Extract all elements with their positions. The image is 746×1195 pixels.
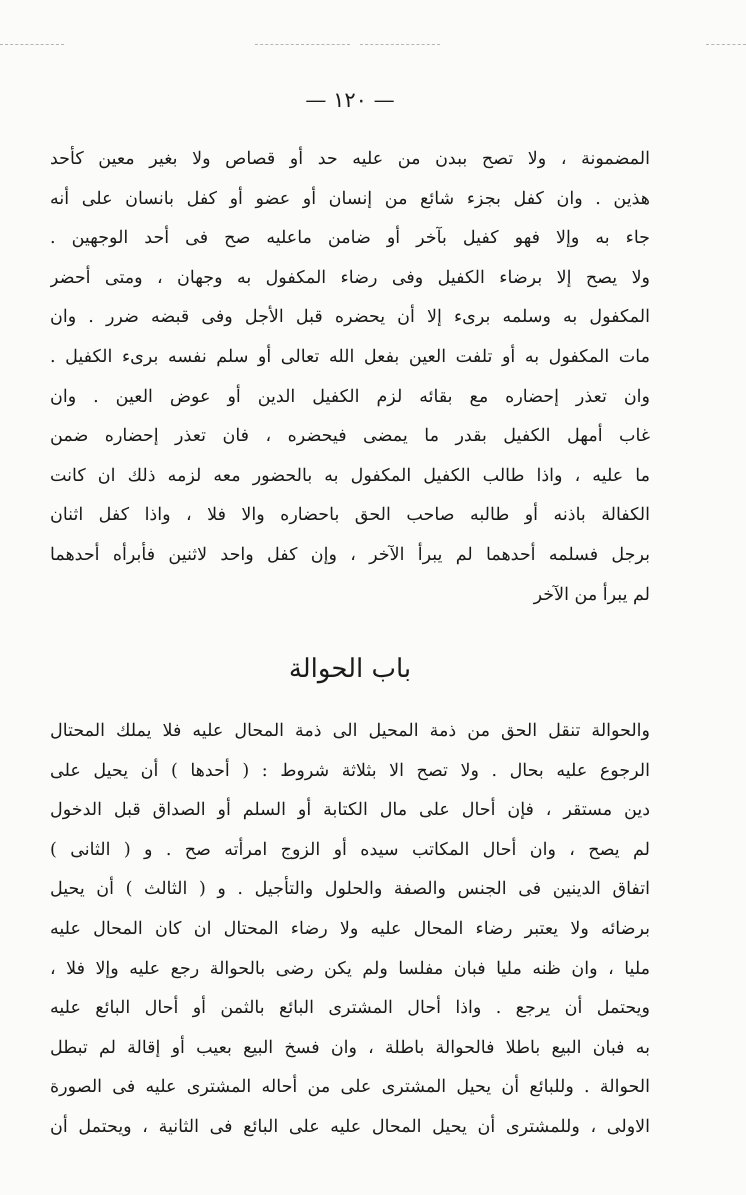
text-line: مات المكفول به أو تلفت العين بفعل الله تعالى أو سلم نفسه برىء الكفيل . <box>50 346 650 367</box>
text-line: المكفول به وسلمه برىء إلا أن يحضره قبل الأجل وفى قبضه ضرر . وان <box>50 307 650 328</box>
text-line: المضمونة ، ولا تصح ببدن من عليه حد أو قصاص ولا بغير معين كأحد <box>50 149 650 169</box>
text-line: ولا يصح إلا برضاء الكفيل وفى رضاء المكفول به وجهان ، ومتى أحضر <box>50 267 650 288</box>
text-line: الكفالة باذنه أو طالبه صاحب الحق باحضاره والا فلا ، واذا كفل اثنان <box>50 505 650 526</box>
text-line: به فبان البيع باطلا فالحوالة باطلة ، وان فسخ البيع بعيب أو إقالة لم تبطل <box>50 1037 650 1058</box>
text-line: لم يبرأ من الآخر <box>533 584 650 605</box>
scan-edge-mark <box>0 44 64 46</box>
page-number: — ١٢٠ — <box>305 88 395 112</box>
text-line: لم يصح ، وان أحال المكاتب سيده أو الزوج امرأته صح . و ( الثانى ) <box>50 839 650 860</box>
text-line: ويحتمل أن يرجع . واذا أحال المشترى البائع بالثمن أو أحال البائع عليه <box>50 998 650 1019</box>
text-line: ما عليه ، واذا طالب الكفيل المكفول به بالحضور معه لزمه ذلك ان كانت <box>50 465 650 486</box>
text-line: مليا ، وان ظنه مليا فبان مفلسا ولم يكن رضى بالحوالة رجع عليه وإلا فلا ، <box>50 958 650 979</box>
scan-edge-mark <box>360 44 440 46</box>
kafala-paragraph <box>50 140 650 615</box>
hawala-paragraph <box>50 712 650 1148</box>
text-line: الحوالة . وللبائع أن يحيل المشترى على من أحاله المشترى عليه فى الصورة <box>50 1077 650 1098</box>
text-line: والحوالة تنقل الحق من ذمة المحيل الى ذمة المحال عليه فلا يملك المحتال <box>50 721 650 741</box>
text-line: برضائه ولا يعتبر رضاء المحال عليه ولا رضاء المحتال ان كان المحال عليه <box>50 918 650 939</box>
text-line: الرجوع عليه بحال . ولا تصح الا بثلاثة شروط : ( أحدها ) أن يحيل على <box>50 760 650 781</box>
scan-edge-mark <box>255 44 350 46</box>
text-line: هذين . وان كفل بجزء شائع من إنسان أو عضو أو كفل بانسان على أنه <box>50 188 650 209</box>
scan-edge-mark <box>706 44 746 46</box>
text-line: اتفاق الدينين فى الجنس والصفة والحلول والتأجيل . و ( الثالث ) أن يحيل <box>50 879 650 900</box>
text-line: برجل فسلمه أحدهما لم يبرأ الآخر ، وإن كفل واحد لاثنين فأبرأه أحدهما <box>50 544 650 565</box>
text-line: وان تعذر إحضاره مع بقائه لزم الكفيل الدين أو عوض العين . وان <box>50 386 650 407</box>
text-line: الاولى ، وللمشترى أن يحيل المحال عليه على البائع فى الثانية ، ويحتمل أن <box>50 1116 650 1137</box>
text-line: جاء به وإلا فهو كفيل بآخر أو ضامن ماعليه صح فى أحد الوجهين . <box>50 228 650 249</box>
text-line: دين مستقر ، فإن أحال على مال الكتابة أو السلم أو الصداق قبل الدخول <box>50 800 650 821</box>
section-heading: باب الحوالة <box>288 654 412 684</box>
text-line: غاب أمهل الكفيل بقدر ما يمضى فيحضره ، فان تعذر إحضاره ضمن <box>50 426 650 447</box>
